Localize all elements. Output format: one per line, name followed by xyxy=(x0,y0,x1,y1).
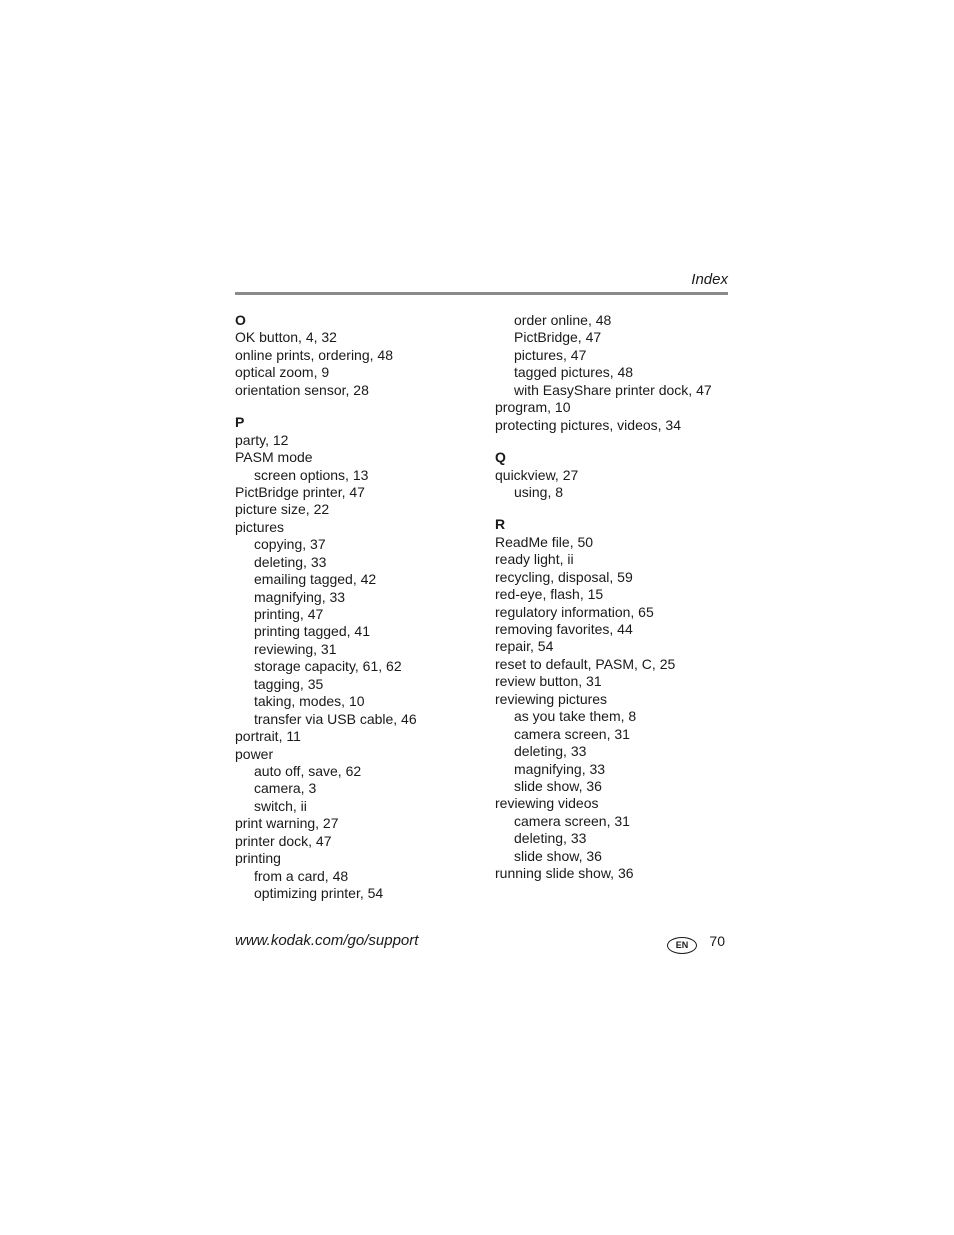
index-column-left xyxy=(235,312,485,902)
index-entry: removing favorites, 44 xyxy=(495,621,633,637)
index-subentry: switch, ii xyxy=(254,797,307,814)
index-subentry: copying, 37 xyxy=(254,536,326,553)
index-entry: recycling, disposal, 59 xyxy=(495,568,633,585)
index-section-letter: R xyxy=(495,516,506,533)
index-subentry: camera screen, 31 xyxy=(514,725,630,742)
section-gap xyxy=(235,399,485,414)
index-subentry: auto off, save, 62 xyxy=(254,762,362,779)
footer-support-link[interactable]: www.kodak.com/go/support xyxy=(235,932,419,949)
index-subentry: magnifying, 33 xyxy=(254,588,346,605)
index-entry: picture size, 22 xyxy=(235,501,330,518)
index-column-right xyxy=(495,312,745,883)
page-header-title: Index xyxy=(691,271,728,288)
index-subentry: camera screen, 31 xyxy=(514,812,630,829)
index-subentry: deleting, 33 xyxy=(514,743,587,760)
index-subentry: reviewing, 31 xyxy=(254,640,337,657)
index-subentry: transfer via USB cable, 46 xyxy=(254,710,417,727)
index-entry: print warning, 27 xyxy=(235,815,339,832)
index-entry: printing xyxy=(235,850,281,867)
page-number: 70 xyxy=(709,933,725,949)
index-entry: power xyxy=(235,745,274,762)
index-entry: portrait, 11 xyxy=(235,728,301,745)
index-entry: quickview, 27 xyxy=(495,466,579,483)
index-subentry: from a card, 48 xyxy=(254,867,349,884)
index-entry: reviewing videos xyxy=(495,795,599,812)
index-entry: ReadMe file, 50 xyxy=(495,533,594,550)
index-entry: red-eye, flash, 15 xyxy=(495,586,604,603)
index-entry: optical zoom, 9 xyxy=(235,364,330,381)
index-subentry: PictBridge, 47 xyxy=(514,329,602,346)
index-subentry: printing tagged, 41 xyxy=(254,623,370,640)
index-entry: running slide show, 36 xyxy=(495,865,634,882)
index-entry: printer dock, 47 xyxy=(235,832,332,849)
index-entry: reviewing pictures xyxy=(495,690,608,707)
index-section-letter: O xyxy=(235,312,246,328)
index-subentry: printing, 47 xyxy=(254,606,324,622)
index-subentry: tagged pictures, 48 xyxy=(514,364,634,381)
index-subentry: emailing tagged, 42 xyxy=(254,571,377,588)
index-entry: review button, 31 xyxy=(495,673,602,690)
index-subentry: taking, modes, 10 xyxy=(254,693,365,710)
index-subentry: using, 8 xyxy=(514,483,564,500)
index-subentry: with EasyShare printer dock, 47 xyxy=(514,381,712,398)
index-entry: PASM mode xyxy=(235,449,313,466)
index-entry: protecting pictures, videos, 34 xyxy=(495,416,681,433)
index-subentry: slide show, 36 xyxy=(514,847,602,864)
index-entry: reset to default, PASM, C, 25 xyxy=(495,655,676,672)
index-subentry: deleting, 33 xyxy=(254,553,327,570)
index-entry: online prints, ordering, 48 xyxy=(235,346,393,363)
index-entry: OK button, 4, 32 xyxy=(235,329,337,346)
index-entry: pictures xyxy=(235,518,285,535)
index-subentry: screen options, 13 xyxy=(254,466,369,483)
index-entry: program, 10 xyxy=(495,399,571,416)
index-subentry: pictures, 47 xyxy=(514,346,587,363)
language-badge: EN xyxy=(667,937,697,954)
index-subentry: slide show, 36 xyxy=(514,777,602,794)
index-entry: regulatory information, 65 xyxy=(495,603,654,620)
index-entry: orientation sensor, 28 xyxy=(235,381,369,398)
index-entry: PictBridge printer, 47 xyxy=(235,483,365,500)
index-section-letter: Q xyxy=(495,449,506,466)
index-subentry: deleting, 33 xyxy=(514,830,587,847)
section-gap xyxy=(495,434,745,449)
index-entry: party, 12 xyxy=(235,431,289,448)
index-entry: ready light, ii xyxy=(495,551,574,568)
index-entry: repair, 54 xyxy=(495,638,554,655)
index-subentry: magnifying, 33 xyxy=(514,760,606,777)
index-subentry: optimizing printer, 54 xyxy=(254,885,384,901)
index-subentry: as you take them, 8 xyxy=(514,708,637,725)
index-subentry: camera, 3 xyxy=(254,780,317,797)
index-section-letter: P xyxy=(235,414,245,431)
header-divider xyxy=(235,292,728,295)
index-subentry: tagging, 35 xyxy=(254,675,324,692)
index-subentry: storage capacity, 61, 62 xyxy=(254,658,402,675)
section-gap xyxy=(495,501,745,516)
index-subentry: order online, 48 xyxy=(514,312,612,328)
